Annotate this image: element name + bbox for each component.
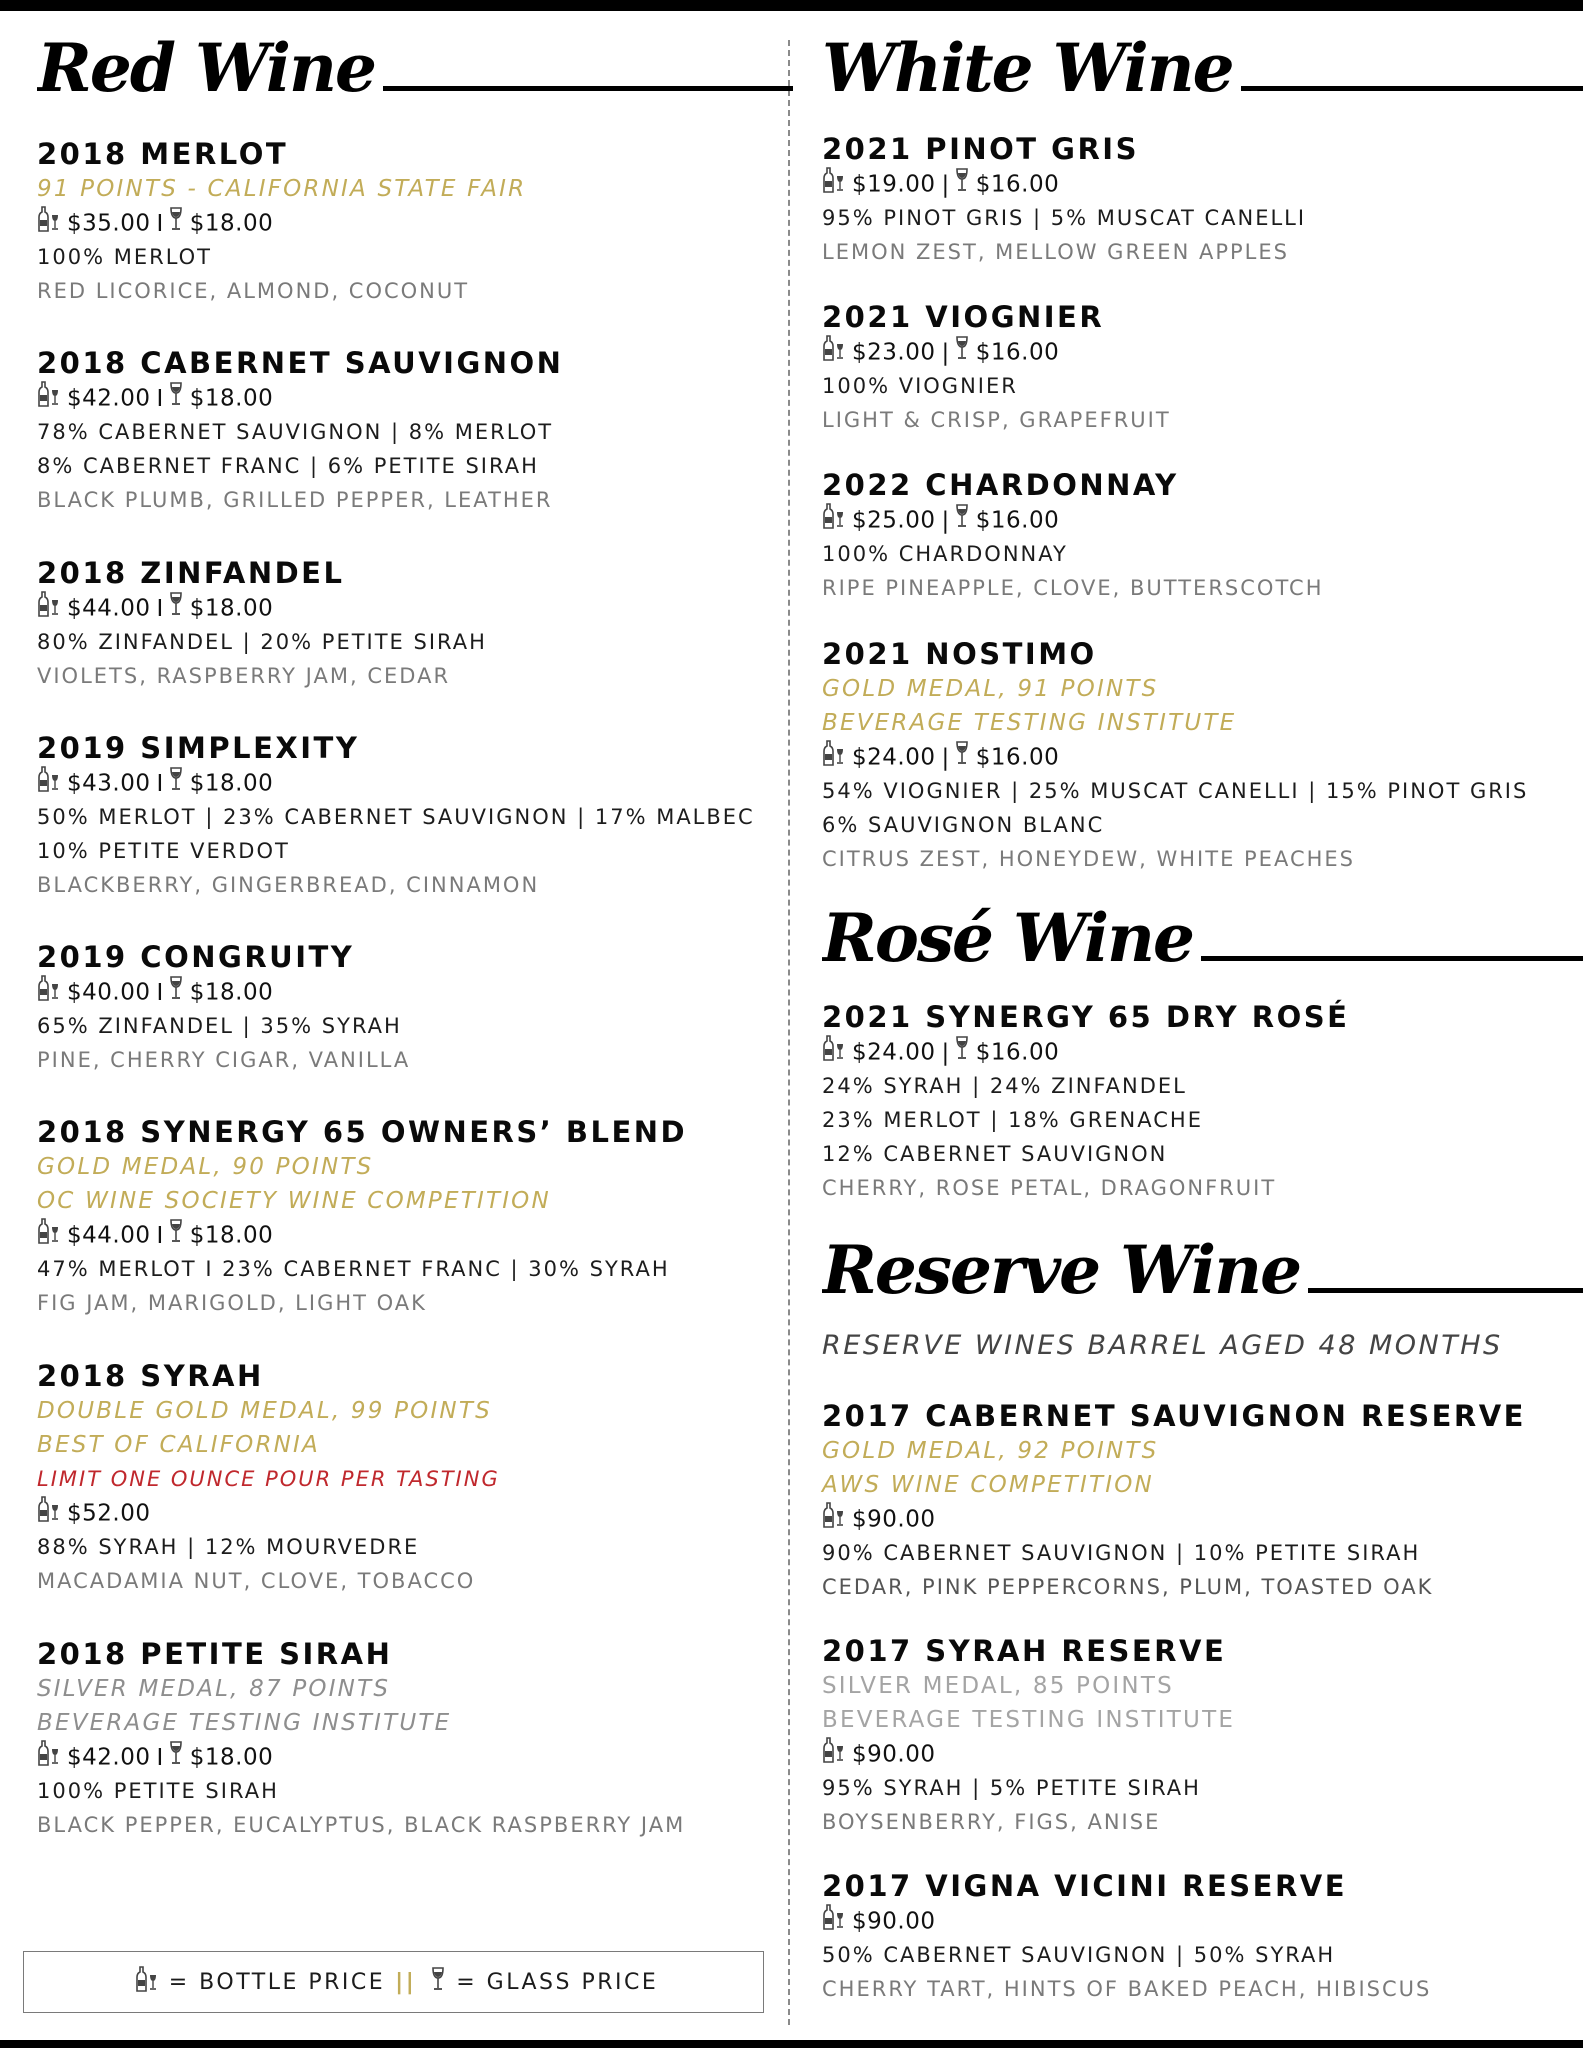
wine-award-source: OC WINE SOCIETY WINE COMPETITION — [37, 1188, 551, 1214]
bottle-price: $24.00 — [852, 1039, 936, 1066]
bottle-icon — [822, 1035, 844, 1071]
tasting-notes: RIPE PINEAPPLE, CLOVE, BUTTERSCOTCH — [822, 576, 1324, 600]
wine-blend: 95% PINOT GRIS | 5% MUSCAT CANELLI — [822, 206, 1307, 230]
bottle-icon — [37, 1496, 59, 1532]
wine-entry-pinot-gris — [822, 131, 1552, 269]
bottle-price: $42.00 — [67, 385, 151, 412]
wine-blend: 100% CHARDONNAY — [822, 542, 1068, 566]
glass-price: $18.00 — [189, 385, 274, 412]
wine-glass-icon — [170, 1740, 182, 1776]
price-legend — [23, 1951, 764, 2013]
wine-blend: 54% VIOGNIER | 25% MUSCAT CANELLI | 15% PINOT GRIS — [822, 779, 1529, 803]
price-separator: I — [156, 1222, 164, 1249]
wine-price — [37, 381, 752, 415]
wine-blend: 23% MERLOT | 18% GRENACHE — [822, 1108, 1203, 1132]
bottle-icon — [822, 740, 844, 776]
wine-blend: 47% MERLOT I 23% CABERNET FRANC | 30% SYRAH — [37, 1257, 670, 1281]
bottle-icon — [822, 335, 844, 371]
bottle-icon — [37, 591, 59, 627]
bottle-icon — [822, 167, 844, 203]
wine-blend: 88% SYRAH | 12% MOURVEDRE — [37, 1535, 420, 1559]
white-wine-title: White Wine — [822, 29, 1233, 107]
pour-limit-warning: LIMIT ONE OUNCE POUR PER TASTING — [37, 1467, 500, 1491]
heading-rule — [1241, 86, 1583, 91]
tasting-notes: CHERRY, ROSE PETAL, DRAGONFRUIT — [822, 1176, 1277, 1200]
wine-blend: 78% CABERNET SAUVIGNON | 8% MERLOT — [37, 420, 554, 444]
wine-price — [37, 1740, 752, 1774]
wine-name: 2018 PETITE SIRAH — [37, 1637, 393, 1671]
wine-glass-icon — [170, 766, 182, 802]
price-separator: I — [156, 1744, 164, 1771]
wine-name: 2018 SYRAH — [37, 1359, 264, 1393]
wine-blend: 100% PETITE SIRAH — [37, 1779, 279, 1803]
tasting-notes: LIGHT & CRISP, GRAPEFRUIT — [822, 408, 1171, 432]
bottle-icon — [37, 381, 59, 417]
wine-entry-cabernet-sauvignon — [37, 345, 752, 517]
wine-entry-simplexity — [37, 730, 755, 902]
wine-award: DOUBLE GOLD MEDAL, 99 POINTS — [37, 1398, 492, 1424]
bottle-icon — [37, 766, 59, 802]
tasting-notes: LEMON ZEST, MELLOW GREEN APPLES — [822, 240, 1289, 264]
wine-price — [822, 1904, 1552, 1938]
bottle-price: $52.00 — [67, 1500, 151, 1527]
wine-name: 2021 VIOGNIER — [822, 300, 1105, 334]
wine-entry-chardonnay — [822, 467, 1552, 605]
wine-entry-cabernet-reserve — [822, 1398, 1552, 1604]
wine-glass-icon — [170, 381, 182, 417]
wine-blend: 65% ZINFANDEL | 35% SYRAH — [37, 1014, 402, 1038]
wine-price — [37, 975, 752, 1009]
glass-price: $18.00 — [189, 210, 274, 237]
white-wine-heading — [822, 28, 1583, 108]
price-separator: | — [941, 507, 950, 534]
wine-glass-icon — [170, 206, 182, 242]
bottle-icon — [37, 975, 59, 1011]
wine-entry-congruity — [37, 939, 752, 1077]
bottle-icon — [822, 1737, 844, 1773]
wine-blend: 50% CABERNET SAUVIGNON | 50% SYRAH — [822, 1943, 1336, 1967]
price-separator: | — [941, 171, 950, 198]
bottle-price: $25.00 — [852, 507, 936, 534]
wine-entry-synergy-owners-blend — [37, 1114, 752, 1320]
wine-entry-syrah — [37, 1358, 752, 1598]
reserve-wine-heading — [822, 1230, 1583, 1310]
bottle-icon — [135, 1966, 157, 1998]
wine-blend: 50% MERLOT | 23% CABERNET SAUVIGNON | 17% MALBEC — [37, 805, 755, 829]
tasting-notes: VIOLETS, RASPBERRY JAM, CEDAR — [37, 664, 451, 688]
price-separator: I — [156, 770, 164, 797]
price-separator: I — [156, 595, 164, 622]
wine-award-source: BEVERAGE TESTING INSTITUTE — [822, 710, 1237, 736]
wine-entry-viognier — [822, 299, 1552, 437]
glass-price: $16.00 — [975, 507, 1060, 534]
wine-price — [37, 1218, 752, 1252]
heading-rule — [1201, 956, 1583, 961]
price-separator: | — [941, 744, 950, 771]
tasting-notes: BLACK PEPPER, EUCALYPTUS, BLACK RASPBERRY JAM — [37, 1813, 686, 1837]
wine-price — [822, 167, 1552, 201]
tasting-notes: CITRUS ZEST, HONEYDEW, WHITE PEACHES — [822, 847, 1355, 871]
wine-blend: 24% SYRAH | 24% ZINFANDEL — [822, 1074, 1187, 1098]
bottle-icon — [37, 1218, 59, 1254]
price-separator: I — [156, 385, 164, 412]
bottle-price: $23.00 — [852, 339, 936, 366]
bottle-price: $40.00 — [67, 979, 151, 1006]
price-separator: | — [941, 339, 950, 366]
wine-entry-merlot — [37, 136, 752, 308]
wine-name: 2018 CABERNET SAUVIGNON — [37, 346, 564, 380]
wine-blend: 10% PETITE VERDOT — [37, 839, 290, 863]
wine-award: GOLD MEDAL, 91 POINTS — [822, 676, 1159, 702]
wine-name: 2017 SYRAH RESERVE — [822, 1634, 1227, 1668]
glass-price: $18.00 — [189, 979, 274, 1006]
wine-glass-icon — [170, 975, 182, 1011]
wine-name: 2021 PINOT GRIS — [822, 132, 1139, 166]
wine-price — [822, 1502, 1552, 1536]
tasting-notes: MACADAMIA NUT, CLOVE, TOBACCO — [37, 1569, 476, 1593]
glass-price: $18.00 — [189, 770, 274, 797]
wine-glass-icon — [956, 1035, 968, 1071]
wine-award-source: BEVERAGE TESTING INSTITUTE — [37, 1710, 452, 1736]
legend-bottle-label: = BOTTLE PRICE — [168, 1969, 386, 1995]
red-wine-title: Red Wine — [37, 29, 375, 107]
wine-price — [37, 1496, 752, 1530]
wine-glass-icon — [170, 591, 182, 627]
wine-glass-icon — [956, 167, 968, 203]
wine-award: SILVER MEDAL, 85 POINTS — [822, 1673, 1174, 1699]
tasting-notes: PINE, CHERRY CIGAR, VANILLA — [37, 1048, 411, 1072]
wine-entry-petite-sirah — [37, 1636, 752, 1842]
glass-price: $18.00 — [189, 1744, 274, 1771]
tasting-notes: CEDAR, PINK PEPPERCORNS, PLUM, TOASTED OAK — [822, 1575, 1434, 1599]
bottle-icon — [37, 1740, 59, 1776]
bottle-price: $90.00 — [852, 1506, 936, 1533]
heading-rule — [383, 86, 793, 91]
glass-price: $16.00 — [975, 1039, 1060, 1066]
wine-name: 2022 CHARDONNAY — [822, 468, 1179, 502]
bottle-price: $43.00 — [67, 770, 151, 797]
rose-wine-heading — [822, 898, 1583, 978]
price-separator: I — [156, 979, 164, 1006]
bottle-price: $19.00 — [852, 171, 936, 198]
wine-blend: 6% SAUVIGNON BLANC — [822, 813, 1105, 837]
wine-name: 2018 MERLOT — [37, 137, 289, 171]
wine-entry-synergy-dry-rose — [822, 999, 1552, 1205]
wine-award-source: AWS WINE COMPETITION — [822, 1472, 1154, 1498]
bottle-icon — [37, 206, 59, 242]
wine-name: 2018 ZINFANDEL — [37, 556, 345, 590]
wine-entry-vigna-vicini-reserve — [822, 1868, 1552, 2006]
wine-award: 91 POINTS - CALIFORNIA STATE FAIR — [37, 176, 527, 202]
bottle-icon — [822, 503, 844, 539]
wine-glass-icon — [956, 335, 968, 371]
glass-price: $18.00 — [189, 595, 274, 622]
bottle-price: $90.00 — [852, 1908, 936, 1935]
wine-award-source: BEST OF CALIFORNIA — [37, 1432, 320, 1458]
wine-entry-zinfandel — [37, 555, 752, 693]
bottle-icon — [822, 1502, 844, 1538]
wine-blend: 90% CABERNET SAUVIGNON | 10% PETITE SIRAH — [822, 1541, 1421, 1565]
wine-blend: 95% SYRAH | 5% PETITE SIRAH — [822, 1776, 1201, 1800]
bottom-border — [0, 2040, 1583, 2048]
bottle-icon — [822, 1904, 844, 1940]
wine-price — [822, 335, 1552, 369]
wine-name: 2018 SYNERGY 65 OWNERS’ BLEND — [37, 1115, 688, 1149]
glass-price: $16.00 — [975, 339, 1060, 366]
bottle-price: $24.00 — [852, 744, 936, 771]
legend-divider: || — [395, 1969, 417, 1995]
wine-award-source: BEVERAGE TESTING INSTITUTE — [822, 1707, 1236, 1733]
reserve-aging-note: RESERVE WINES BARREL AGED 48 MONTHS — [822, 1330, 1503, 1361]
wine-award: SILVER MEDAL, 87 POINTS — [37, 1676, 391, 1702]
tasting-notes: BLACKBERRY, GINGERBREAD, CINNAMON — [37, 873, 540, 897]
price-separator: I — [156, 210, 164, 237]
bottle-price: $44.00 — [67, 1222, 151, 1249]
wine-award: GOLD MEDAL, 92 POINTS — [822, 1438, 1159, 1464]
wine-blend: 12% CABERNET SAUVIGNON — [822, 1142, 1168, 1166]
price-separator: | — [941, 1039, 950, 1066]
wine-name: 2019 SIMPLEXITY — [37, 731, 360, 765]
wine-price — [822, 1737, 1552, 1771]
wine-price — [822, 740, 1552, 774]
wine-blend: 8% CABERNET FRANC | 6% PETITE SIRAH — [37, 454, 539, 478]
reserve-wine-title: Reserve Wine — [822, 1231, 1301, 1309]
glass-price: $16.00 — [975, 171, 1060, 198]
wine-name: 2019 CONGRUITY — [37, 940, 355, 974]
wine-entry-nostimo — [822, 636, 1552, 876]
heading-rule — [1308, 1288, 1583, 1293]
legend-glass-label: = GLASS PRICE — [456, 1969, 659, 1995]
bottle-price: $42.00 — [67, 1744, 151, 1771]
wine-glass-icon — [956, 740, 968, 776]
tasting-notes: RED LICORICE, ALMOND, COCONUT — [37, 279, 470, 303]
wine-name: 2017 CABERNET SAUVIGNON RESERVE — [822, 1399, 1526, 1433]
wine-blend: 80% ZINFANDEL | 20% PETITE SIRAH — [37, 630, 487, 654]
wine-glass-icon — [170, 1218, 182, 1254]
wine-name: 2017 VIGNA VICINI RESERVE — [822, 1869, 1348, 1903]
wine-glass-icon — [432, 1966, 444, 1998]
tasting-notes: FIG JAM, MARIGOLD, LIGHT OAK — [37, 1291, 427, 1315]
wine-glass-icon — [956, 503, 968, 539]
column-divider — [788, 40, 790, 2025]
bottle-price: $35.00 — [67, 210, 151, 237]
top-border — [0, 0, 1583, 11]
tasting-notes: CHERRY TART, HINTS OF BAKED PEACH, HIBISCUS — [822, 1977, 1432, 2001]
wine-blend: 100% VIOGNIER — [822, 374, 1018, 398]
rose-wine-title: Rosé Wine — [822, 899, 1194, 977]
wine-award: GOLD MEDAL, 90 POINTS — [37, 1154, 374, 1180]
glass-price: $16.00 — [975, 744, 1060, 771]
bottle-price: $90.00 — [852, 1741, 936, 1768]
wine-price — [37, 766, 752, 800]
wine-price — [822, 503, 1552, 537]
glass-price: $18.00 — [189, 1222, 274, 1249]
wine-blend: 100% MERLOT — [37, 245, 212, 269]
wine-price — [822, 1035, 1552, 1069]
red-wine-heading — [37, 28, 793, 108]
wine-price — [37, 206, 752, 240]
wine-entry-syrah-reserve — [822, 1633, 1552, 1839]
wine-name: 2021 SYNERGY 65 DRY ROSÉ — [822, 1000, 1350, 1034]
bottle-price: $44.00 — [67, 595, 151, 622]
tasting-notes: BOYSENBERRY, FIGS, ANISE — [822, 1810, 1161, 1834]
wine-name: 2021 NOSTIMO — [822, 637, 1097, 671]
tasting-notes: BLACK PLUMB, GRILLED PEPPER, LEATHER — [37, 488, 553, 512]
wine-price — [37, 591, 752, 625]
